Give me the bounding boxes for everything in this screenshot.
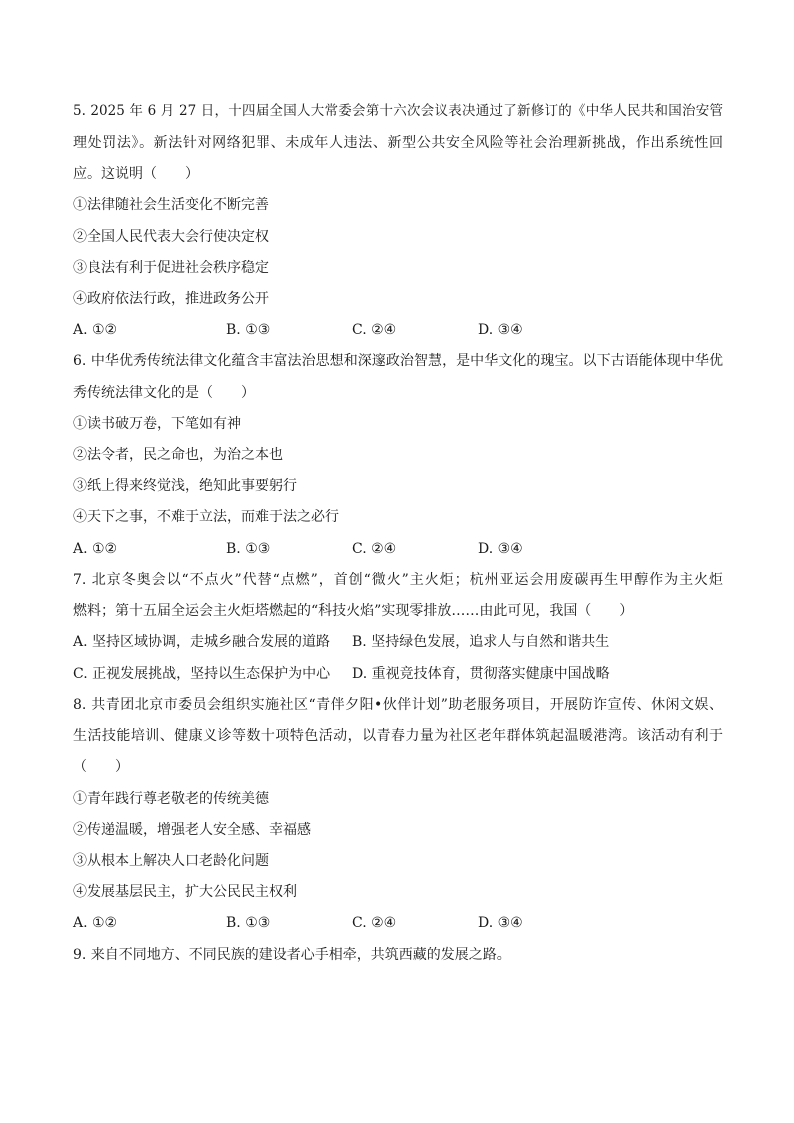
question-7-option-c: C. 正视发展挑战，坚持以生态保护为中心 (73, 666, 331, 682)
question-5-statement-2: ②全国人民代表大会行使决定权 (73, 229, 269, 245)
question-7-option-b: B. 坚持绿色发展，追求人与自然和谐共生 (352, 634, 610, 650)
question-5-line-1: 5. 2025 年 6 月 27 日，十四届全国人大常委会第十六次会议表决通过了新修订的《中华人民共和国治安管 (73, 103, 723, 119)
question-6-line-2: 秀传统法律文化的是（ ） (73, 385, 255, 401)
question-9-line-1: 9. 来自不同地方、不同民族的建设者心手相牵，共筑西藏的发展之路。 (73, 947, 511, 963)
question-6-option-b: B. ①③ (226, 541, 271, 557)
question-6-statement-4: ④天下之事，不难于立法，而难于法之必行 (73, 509, 339, 525)
question-5-statement-4: ④政府依法行政，推进政务公开 (73, 291, 269, 307)
question-6-option-a: A. ①② (73, 541, 118, 557)
question-6-statement-2: ②法令者，民之命也，为治之本也 (73, 447, 283, 463)
question-5-statement-1: ①法律随社会生活变化不断完善 (73, 197, 269, 213)
question-8-statement-1: ①青年践行尊老敬老的传统美德 (73, 791, 269, 807)
question-6-statement-1: ①读书破万卷，下笔如有神 (73, 416, 241, 432)
question-8-option-d: D. ③④ (478, 915, 523, 931)
question-5-option-d: D. ③④ (478, 322, 523, 338)
question-8-statement-2: ②传递温暖，增强老人安全感、幸福感 (73, 822, 311, 838)
question-8-option-b: B. ①③ (226, 915, 271, 931)
question-8-option-a: A. ①② (73, 915, 118, 931)
question-6-option-c: C. ②④ (352, 541, 397, 557)
question-8-option-c: C. ②④ (352, 915, 397, 931)
question-5-option-a: A. ①② (73, 322, 118, 338)
question-7-line-1: 7. 北京冬奥会以“不点火”代替“点燃”，首创“微火”主火炬；杭州亚运会用废碳再生甲醇作为主火炬 (73, 572, 723, 588)
question-5-line-2: 理处罚法》。新法针对网络犯罪、未成年人违法、新型公共安全风险等社会治理新挑战，作出系统性回 (73, 135, 723, 151)
question-5-option-b: B. ①③ (226, 322, 271, 338)
question-7-option-a: A. 坚持区域协调，走城乡融合发展的道路 (73, 634, 331, 650)
question-5-option-c: C. ②④ (352, 322, 397, 338)
question-6-option-d: D. ③④ (478, 541, 523, 557)
question-6-statement-3: ③纸上得来终觉浅，绝知此事要躬行 (73, 478, 297, 494)
question-5-statement-3: ③良法有利于促进社会秩序稳定 (73, 260, 269, 276)
question-8-line-2: 生活技能培训、健康义诊等数十项特色活动，以青春力量为社区老年群体筑起温暖港湾。该活动有利于 (73, 728, 723, 744)
question-6-line-1: 6. 中华优秀传统法律文化蕴含丰富法治思想和深邃政治智慧，是中华文化的瑰宝。以下古语能体现中华优 (73, 353, 723, 369)
question-5-line-3: 应。这说明（ ） (73, 166, 199, 182)
question-8-line-3: （ ） (73, 759, 129, 775)
question-7-option-d: D. 重视竞技体育，贯彻落实健康中国战略 (352, 666, 610, 682)
question-8-statement-3: ③从根本上解决人口老龄化问题 (73, 853, 269, 869)
question-7-line-2: 燃料；第十五届全运会主火炬塔燃起的“科技火焰”实现零排放……由此可见，我国（ ） (73, 603, 634, 619)
question-8-line-1: 8. 共青团北京市委员会组织实施社区“青伴夕阳•伙伴计划”助老服务项目，开展防诈宣传、休闲文娱、 (73, 697, 723, 713)
question-8-statement-4: ④发展基层民主，扩大公民民主权利 (73, 884, 297, 900)
